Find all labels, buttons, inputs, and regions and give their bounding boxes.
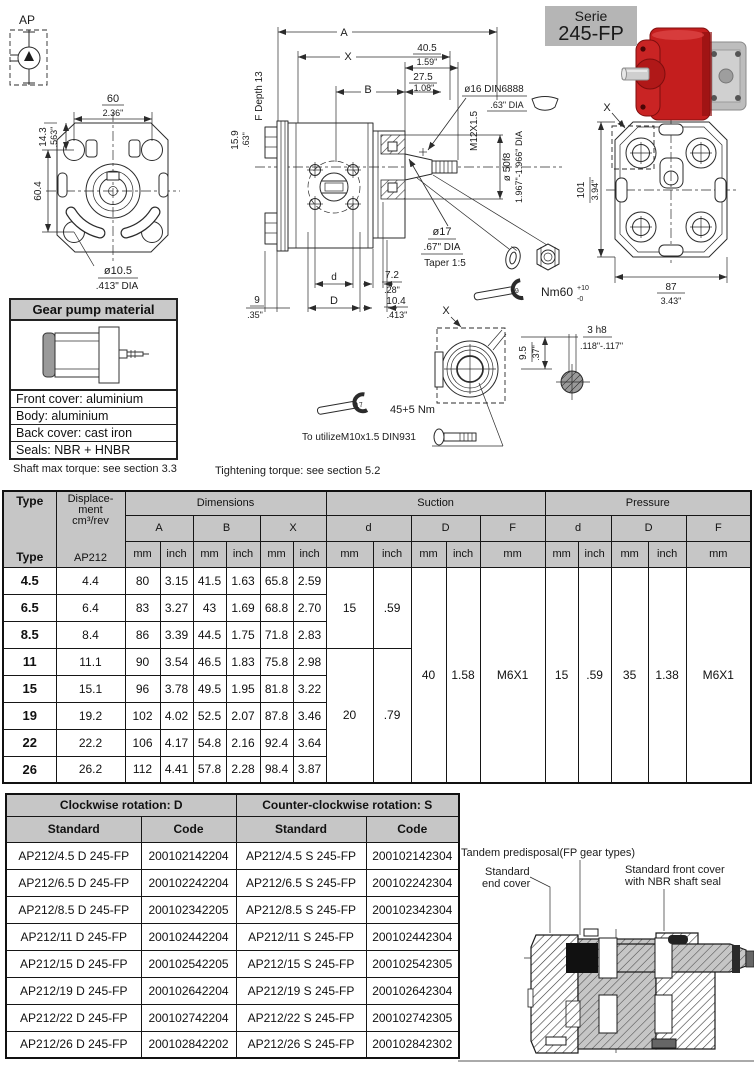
material-box — [9, 298, 178, 460]
code-cell: 200102442204 — [141, 923, 236, 950]
dim-cell: 112 — [125, 756, 160, 783]
front-height-mm: 60.4 — [33, 181, 44, 201]
unit-header: inch — [293, 541, 326, 567]
displacement-line: cm³/rev — [72, 515, 109, 528]
front-width-in: 2.36" — [102, 108, 124, 118]
suction-D-header: D — [411, 515, 480, 541]
standard-cell: AP212/4.5 S 245-FP — [236, 842, 366, 869]
unit-header: mm — [545, 541, 578, 567]
type-cell: 22 — [3, 729, 56, 756]
side-thread-len-in: 1.08" — [413, 83, 435, 93]
side-dim-a: A — [340, 27, 348, 39]
type-cell: 19 — [3, 702, 56, 729]
table-row — [6, 869, 459, 896]
displacement-header — [57, 494, 125, 527]
suction-d-in-cell: .59 — [373, 567, 411, 648]
col-x-header: X — [260, 515, 326, 541]
dim-cell: 1.69 — [226, 594, 260, 621]
counter-clockwise-header: Counter-clockwise rotation: S — [236, 794, 459, 816]
side-dim-b: B — [364, 84, 372, 96]
x-detail-depth-mm: 9.5 — [518, 346, 529, 360]
shaft-torque-note: Shaft max torque: see section 3.3 — [13, 463, 177, 475]
wrench-size-label: 17 — [354, 401, 364, 411]
nut-torque-plus: +10 — [577, 285, 589, 292]
material-row: Front cover: aluminium — [11, 391, 176, 408]
rear-height-in: 3.94" — [590, 179, 600, 201]
rear-width-mm: 87 — [665, 282, 677, 293]
side-port-in: .63" — [241, 132, 251, 148]
side-rear-gap-mm: 9 — [254, 295, 260, 306]
pressure-d-mm-cell: 15 — [545, 567, 578, 783]
dim-cell: 11.1 — [56, 648, 125, 675]
code-cell: 200102742305 — [366, 1004, 459, 1031]
code-cell: 200102642204 — [141, 977, 236, 1004]
front-view — [33, 93, 180, 292]
side-front-gap-in: .28" — [384, 285, 400, 295]
rear-detail-label: X — [603, 102, 611, 114]
displacement-header-cell — [56, 491, 125, 567]
dim-cell: 1.83 — [226, 648, 260, 675]
code-cell: 200102142304 — [366, 842, 459, 869]
standard-cell: AP212/22 D 245-FP — [6, 1004, 141, 1031]
col-a-header: A — [125, 515, 193, 541]
tightening-torque-note: Tightening torque: see section 5.2 — [215, 465, 381, 477]
x-detail-view — [432, 305, 623, 446]
dim-cell: 92.4 — [260, 729, 293, 756]
dim-cell: 106 — [125, 729, 160, 756]
dim-cell: 15.1 — [56, 675, 125, 702]
side-front-len-mm: 40.5 — [417, 43, 437, 54]
type-cell: 11 — [3, 648, 56, 675]
ap-symbol-label: AP — [18, 13, 36, 27]
dim-cell: 57.8 — [193, 756, 226, 783]
bolt-torque-value: 45+5 Nm — [390, 404, 435, 416]
side-taper: Taper 1:5 — [424, 258, 466, 269]
type-cell: 4.5 — [3, 567, 56, 594]
dim-cell: 75.8 — [260, 648, 293, 675]
standard-cell: AP212/4.5 D 245-FP — [6, 842, 141, 869]
dim-cell: 3.87 — [293, 756, 326, 783]
dim-cell: 4.17 — [160, 729, 193, 756]
dim-cell: 3.15 — [160, 567, 193, 594]
table-row — [6, 842, 459, 869]
table-row — [6, 950, 459, 977]
side-view — [230, 23, 562, 320]
code-cell: 200102542305 — [366, 950, 459, 977]
side-dim-d: d — [331, 272, 337, 283]
unit-header: inch — [648, 541, 686, 567]
unit-header: inch — [160, 541, 193, 567]
tandem-section — [458, 843, 754, 1069]
end-cover-label-2: end cover — [482, 878, 531, 890]
side-thread-spec: M12X1.5 — [469, 110, 480, 152]
front-hole-mm: ø10.5 — [103, 265, 133, 277]
side-thread-len-mm: 27.5 — [413, 72, 433, 83]
front-offset-in: .563" — [49, 126, 59, 148]
table-row — [3, 567, 751, 594]
table-row — [6, 1004, 459, 1031]
nut-torque-minus: -0 — [577, 296, 584, 303]
unit-header: inch — [578, 541, 611, 567]
dim-cell: 22.2 — [56, 729, 125, 756]
code-cell: 200102142204 — [141, 842, 236, 869]
table-row — [6, 1031, 459, 1058]
dimensions-group-header: Dimensions — [125, 491, 326, 515]
clockwise-header: Clockwise rotation: D — [6, 794, 236, 816]
wrench-19-icon — [473, 280, 523, 306]
dim-cell: 2.70 — [293, 594, 326, 621]
dim-cell: 2.98 — [293, 648, 326, 675]
pressure-d-in-cell: .59 — [578, 567, 611, 783]
standard-cell: AP212/8.5 D 245-FP — [6, 896, 141, 923]
dim-cell: 41.5 — [193, 567, 226, 594]
code-cell: 200102342304 — [366, 896, 459, 923]
code-cell: 200102242304 — [366, 869, 459, 896]
cross-section-drawing — [524, 929, 754, 1055]
dim-cell: 46.5 — [193, 648, 226, 675]
standard-cell: AP212/6.5 D 245-FP — [6, 869, 141, 896]
unit-header: inch — [226, 541, 260, 567]
suction-group-header: Suction — [326, 491, 545, 515]
front-width-mm: 60 — [106, 93, 120, 105]
pressure-D-header: D — [611, 515, 686, 541]
table-header-row — [3, 491, 751, 515]
wrench-size-label: 19 — [510, 287, 520, 296]
unit-header: mm — [193, 541, 226, 567]
table-header-row — [6, 794, 459, 816]
code-cell: 200102842202 — [141, 1031, 236, 1058]
pressure-f-header: F — [686, 515, 751, 541]
standard-cell: AP212/22 S 245-FP — [236, 1004, 366, 1031]
displacement-line: ment — [78, 504, 103, 517]
dim-cell: 4.41 — [160, 756, 193, 783]
dim-cell: 81.8 — [260, 675, 293, 702]
side-front-len-in: 1.59" — [416, 57, 438, 67]
unit-header: mm — [125, 541, 160, 567]
dim-cell: 26.2 — [56, 756, 125, 783]
dim-cell: 3.54 — [160, 648, 193, 675]
side-rear-gap-in: .35" — [247, 310, 263, 320]
series-number: 245-FP — [558, 23, 624, 45]
dim-cell: 49.5 — [193, 675, 226, 702]
standard-cell: AP212/6.5 S 245-FP — [236, 869, 366, 896]
side-front-gap-mm: 7.2 — [385, 270, 399, 281]
dim-cell: 4.4 — [56, 567, 125, 594]
side-dim-x: X — [344, 51, 352, 63]
type-cell: 26 — [3, 756, 56, 783]
suction-D-mm-cell: 40 — [411, 567, 446, 783]
unit-header: mm — [326, 541, 373, 567]
side-dim-D: D — [330, 295, 338, 307]
suction-f-cell: M6X1 — [480, 567, 545, 783]
side-shaft-mm: ø17 — [432, 226, 452, 238]
table-row — [6, 977, 459, 1004]
x-detail-depth-in: .37" — [531, 345, 541, 361]
code-cell: 200102242204 — [141, 869, 236, 896]
code-cell: 200102342205 — [141, 896, 236, 923]
front-cover-label: Standard front cover — [625, 864, 725, 876]
table-row — [6, 923, 459, 950]
unit-header: mm — [480, 541, 545, 567]
type-header: Type — [16, 494, 44, 509]
side-front-gap2-in: .413" — [386, 310, 408, 320]
type-header-cell — [3, 491, 56, 567]
code-cell: 200102642304 — [366, 977, 459, 1004]
dim-cell: 2.16 — [226, 729, 260, 756]
pressure-f-cell: M6X1 — [686, 567, 751, 783]
x-detail-label: X — [442, 305, 450, 317]
dim-cell: 54.8 — [193, 729, 226, 756]
dim-cell: 1.75 — [226, 621, 260, 648]
suction-d-mm-cell: 20 — [326, 648, 373, 783]
dim-cell: 83 — [125, 594, 160, 621]
side-key-spec-in: .63" DIA — [490, 100, 524, 110]
unit-header: mm — [611, 541, 648, 567]
standard-cell: AP212/15 D 245-FP — [6, 950, 141, 977]
material-box-diagram — [11, 321, 176, 391]
tandem-title: Tandem predisposal(FP gear types) — [461, 847, 636, 859]
dim-cell: 8.4 — [56, 621, 125, 648]
dim-cell: 80 — [125, 567, 160, 594]
pressure-D-in-cell: 1.38 — [648, 567, 686, 783]
woodruff-key-icon — [532, 97, 558, 111]
rear-view — [576, 102, 736, 306]
side-key-spec: ø16 DIN6888 — [464, 84, 524, 95]
dim-cell: 52.5 — [193, 702, 226, 729]
key-width-in: .118"-.117" — [580, 341, 624, 351]
material-box-title: Gear pump material — [11, 300, 176, 321]
suction-D-in-cell: 1.58 — [446, 567, 480, 783]
dim-cell: 2.83 — [293, 621, 326, 648]
side-pilot-spec: ø 50f8 — [502, 152, 513, 182]
dim-cell: 98.4 — [260, 756, 293, 783]
material-row: Back cover: cast iron — [11, 425, 176, 442]
dim-cell: 19.2 — [56, 702, 125, 729]
standard-cell: AP212/19 D 245-FP — [6, 977, 141, 1004]
code-cell: 200102542205 — [141, 950, 236, 977]
standard-cell: AP212/26 S 245-FP — [236, 1031, 366, 1058]
bolt-note: To utilizeM10x1.5 DIN931 — [302, 432, 416, 443]
unit-header: mm — [411, 541, 446, 567]
dimensions-table — [2, 490, 752, 784]
pump-photo — [622, 28, 747, 120]
table-row — [6, 896, 459, 923]
nut-torque: Nm60 — [540, 285, 574, 299]
dim-cell: 6.4 — [56, 594, 125, 621]
standard-cell: AP212/11 D 245-FP — [6, 923, 141, 950]
unit-header: inch — [373, 541, 411, 567]
side-pilot-spec-in: 1.967"-1.966" DIA — [514, 131, 524, 203]
dim-cell: 1.95 — [226, 675, 260, 702]
standard-cell: AP212/15 S 245-FP — [236, 950, 366, 977]
ap212-header: AP212 — [73, 552, 108, 565]
material-row: Body: aluminium — [11, 408, 176, 425]
rear-width-in: 3.43" — [660, 296, 682, 306]
wrench-17-icon — [316, 394, 367, 419]
table-header-row — [6, 816, 459, 842]
dim-cell: 3.78 — [160, 675, 193, 702]
code-cell: 200102442304 — [366, 923, 459, 950]
side-front-gap2-mm: 10.4 — [386, 296, 406, 307]
front-offset-mm: 14.3 — [38, 127, 49, 147]
standard-cell: AP212/26 D 245-FP — [6, 1031, 141, 1058]
standard-cell: AP212/8.5 S 245-FP — [236, 896, 366, 923]
front-hole-in: .413" DIA — [95, 281, 139, 292]
type-cell: 6.5 — [3, 594, 56, 621]
pressure-group-header: Pressure — [545, 491, 751, 515]
bolt-icon — [434, 429, 444, 445]
dim-cell: 86 — [125, 621, 160, 648]
type-header-2: Type — [16, 550, 44, 565]
standard-header: Standard — [236, 816, 366, 842]
code-cell: 200102842302 — [366, 1031, 459, 1058]
dim-cell: 71.8 — [260, 621, 293, 648]
suction-d-header: d — [326, 515, 411, 541]
nbr-seal — [668, 935, 688, 944]
dim-cell: 96 — [125, 675, 160, 702]
suction-d-mm-cell: 15 — [326, 567, 373, 648]
type-cell: 8.5 — [3, 621, 56, 648]
end-cover-label: Standard — [485, 866, 530, 878]
unit-header: mm — [686, 541, 751, 567]
dim-cell: 2.07 — [226, 702, 260, 729]
dim-cell: 3.46 — [293, 702, 326, 729]
ap-symbol — [10, 13, 47, 85]
col-b-header: B — [193, 515, 260, 541]
dim-cell: 43 — [193, 594, 226, 621]
dim-cell: 87.8 — [260, 702, 293, 729]
suction-f-header: F — [480, 515, 545, 541]
code-header: Code — [141, 816, 236, 842]
dim-cell: 65.8 — [260, 567, 293, 594]
order-codes-table — [5, 793, 460, 1059]
dim-cell: 68.8 — [260, 594, 293, 621]
displacement-line: Displace- — [67, 493, 114, 506]
dim-cell: 2.59 — [293, 567, 326, 594]
pump-side-icon — [29, 325, 159, 385]
unit-header: mm — [260, 541, 293, 567]
dim-cell: 2.28 — [226, 756, 260, 783]
key-width-mm: 3 h8 — [587, 325, 607, 336]
bolt-torque-note — [302, 394, 476, 445]
material-row: Seals: NBR + HNBR — [16, 443, 131, 457]
dim-cell: 3.22 — [293, 675, 326, 702]
front-cover-label-2: with NBR shaft seal — [625, 876, 721, 888]
pressure-d-header: d — [545, 515, 611, 541]
dim-cell: 4.02 — [160, 702, 193, 729]
shaft-nut-detail — [473, 244, 589, 306]
dim-cell: 1.63 — [226, 567, 260, 594]
pressure-D-mm-cell: 35 — [611, 567, 648, 783]
standard-cell: AP212/11 S 245-FP — [236, 923, 366, 950]
type-cell: 15 — [3, 675, 56, 702]
side-port-depth: F Depth 13 — [254, 71, 265, 121]
standard-cell: AP212/19 S 245-FP — [236, 977, 366, 1004]
series-badge — [545, 6, 637, 46]
series-label: Serie — [574, 8, 608, 24]
rear-height-mm: 101 — [576, 181, 587, 199]
code-cell: 200102742204 — [141, 1004, 236, 1031]
dim-cell: 44.5 — [193, 621, 226, 648]
side-shaft-in: .67" DIA — [423, 242, 461, 253]
nut-icon — [537, 244, 559, 270]
dim-cell: 3.64 — [293, 729, 326, 756]
dim-cell: 102 — [125, 702, 160, 729]
code-header: Code — [366, 816, 459, 842]
dim-cell: 3.39 — [160, 621, 193, 648]
dim-cell: 3.27 — [160, 594, 193, 621]
unit-header: inch — [446, 541, 480, 567]
standard-header: Standard — [6, 816, 141, 842]
side-port-mm: 15.9 — [230, 130, 241, 150]
suction-d-in-cell: .79 — [373, 648, 411, 783]
dim-cell: 90 — [125, 648, 160, 675]
